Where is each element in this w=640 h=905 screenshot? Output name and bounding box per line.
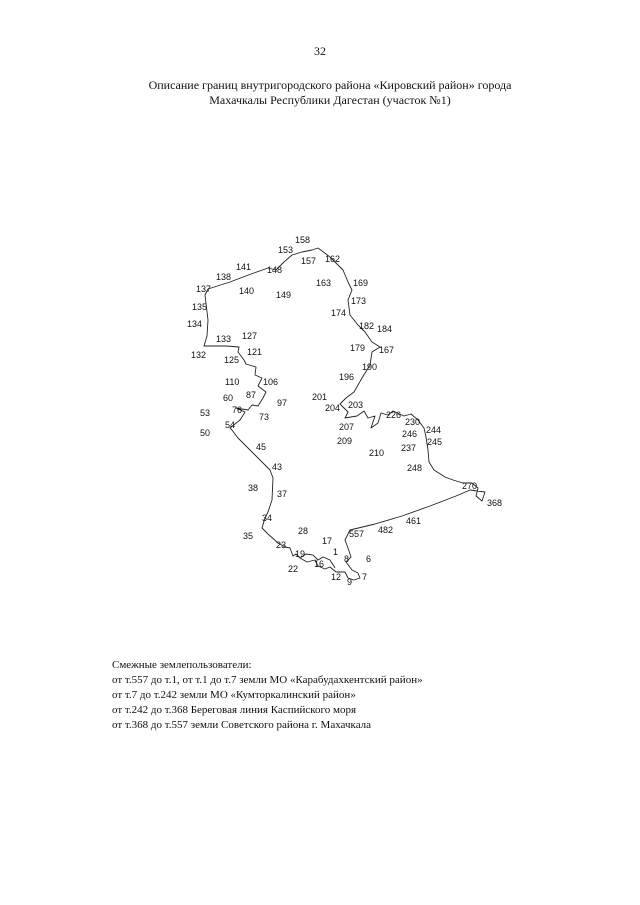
point-label: 157 — [301, 256, 317, 266]
point-label: 196 — [339, 372, 355, 382]
point-label: 12 — [331, 572, 342, 582]
point-label: 209 — [337, 436, 353, 446]
title-line-1: Описание границ внутригородского района «Кировский район» города — [148, 78, 512, 92]
point-label: 137 — [196, 284, 212, 294]
point-label: 127 — [242, 331, 258, 341]
point-label: 7 — [362, 572, 368, 582]
point-label: 132 — [191, 350, 207, 360]
point-label: 45 — [256, 442, 267, 452]
point-labels — [187, 235, 502, 587]
point-label: 43 — [272, 462, 283, 472]
point-label: 73 — [259, 412, 270, 422]
adjacent-line: от т.242 до т.368 Береговая линия Каспийского моря — [112, 704, 357, 716]
point-label: 50 — [200, 428, 211, 438]
point-label: 54 — [225, 420, 236, 430]
point-label: 125 — [224, 355, 240, 365]
point-label: 184 — [377, 324, 393, 334]
page-number: 32 — [314, 44, 326, 58]
point-label: 482 — [378, 525, 394, 535]
point-label: 141 — [236, 262, 252, 272]
point-label: 34 — [262, 513, 273, 523]
point-label: 153 — [278, 245, 294, 255]
point-label: 23 — [276, 540, 287, 550]
point-label: 237 — [401, 443, 417, 453]
point-label: 173 — [351, 296, 367, 306]
point-label: 248 — [407, 463, 423, 473]
point-label: 22 — [288, 564, 299, 574]
point-label: 163 — [316, 278, 332, 288]
point-label: 134 — [187, 319, 203, 329]
point-label: 138 — [216, 272, 232, 282]
point-label: 557 — [349, 529, 365, 539]
point-label: 37 — [277, 489, 288, 499]
point-label: 87 — [246, 390, 257, 400]
point-label: 121 — [247, 347, 263, 357]
point-label: 246 — [402, 429, 418, 439]
point-label: 244 — [426, 425, 442, 435]
point-label: 19 — [295, 549, 306, 559]
point-label: 8 — [344, 554, 350, 564]
point-label: 38 — [248, 483, 259, 493]
point-label: 230 — [405, 417, 421, 427]
point-label: 106 — [263, 377, 279, 387]
point-label: 190 — [362, 362, 378, 372]
point-label: 201 — [312, 392, 328, 402]
point-label: 1 — [333, 547, 339, 557]
point-label: 167 — [379, 345, 395, 355]
point-label: 28 — [298, 526, 309, 536]
point-label: 53 — [200, 408, 211, 418]
point-label: 179 — [350, 343, 366, 353]
point-label: 97 — [277, 398, 288, 408]
point-label: 174 — [331, 308, 347, 318]
point-label: 461 — [406, 516, 422, 526]
adjacent-line: от т.7 до т.242 земли МО «Кумторкалинский район» — [112, 689, 356, 701]
adjacent-land-users — [112, 658, 423, 733]
point-label: 162 — [325, 254, 341, 264]
point-label: 76 — [232, 405, 243, 415]
point-label: 140 — [239, 286, 255, 296]
point-label: 368 — [487, 498, 503, 508]
point-label: 158 — [295, 235, 311, 245]
point-label: 16 — [314, 559, 325, 569]
point-label: 182 — [359, 321, 375, 331]
title-line-2: Махачкалы Республики Дагестан (участок №1) — [209, 93, 451, 107]
adjacent-line: от т.557 до т.1, от т.1 до т.7 земли МО «Карабудахкентский район» — [112, 674, 423, 686]
point-label: 60 — [223, 393, 234, 403]
point-label: 135 — [192, 302, 208, 312]
point-label: 6 — [366, 554, 372, 564]
point-label: 207 — [339, 422, 355, 432]
point-label: 9 — [347, 577, 353, 587]
adjacent-line: от т.368 до т.557 земли Советского района г. Махачкала — [112, 719, 372, 731]
point-label: 17 — [322, 536, 333, 546]
point-label: 110 — [225, 377, 240, 387]
point-label: 226 — [386, 410, 402, 420]
point-label: 204 — [325, 403, 341, 413]
point-label: 210 — [369, 448, 385, 458]
point-label: 149 — [276, 290, 292, 300]
point-label: 35 — [243, 531, 254, 541]
point-label: 169 — [353, 278, 369, 288]
point-label: 133 — [216, 334, 232, 344]
point-label: 148 — [267, 265, 283, 275]
point-label: 245 — [427, 437, 443, 447]
adjacent-heading: Смежные землепользователи: — [112, 659, 252, 671]
point-label: 203 — [348, 400, 364, 410]
point-label: 270 — [462, 481, 478, 491]
